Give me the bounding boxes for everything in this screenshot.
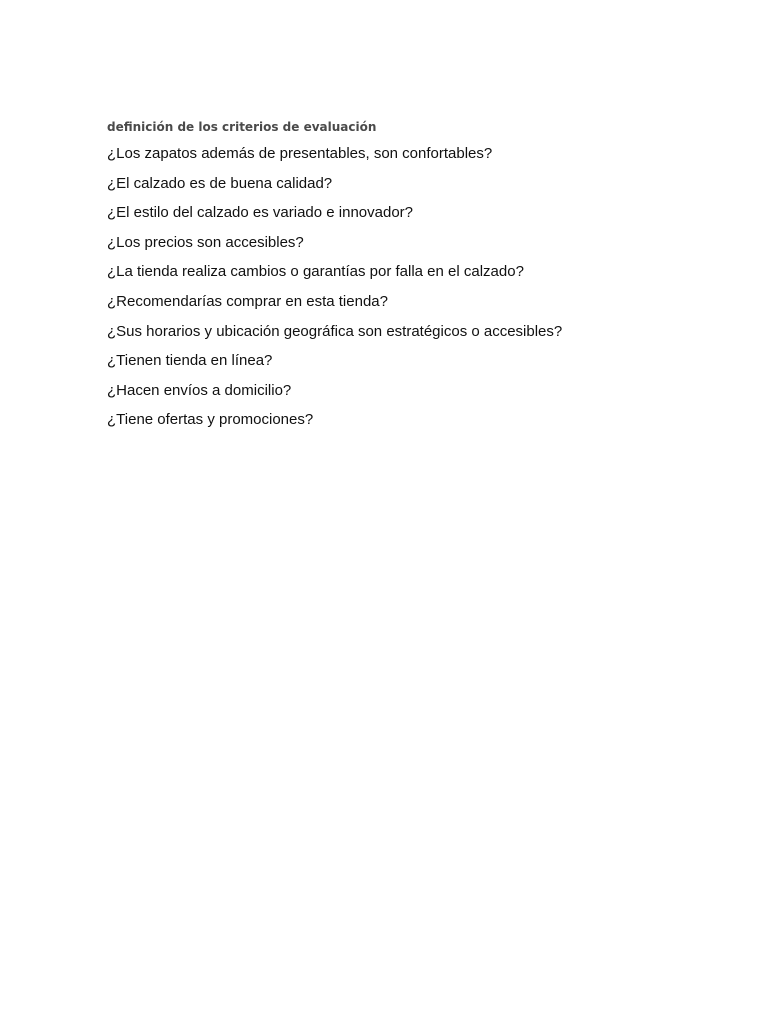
document-heading: definición de los criterios de evaluación <box>107 120 377 134</box>
question-item: ¿Hacen envíos a domicilio? <box>107 381 292 399</box>
question-item: ¿El estilo del calzado es variado e innovador? <box>107 204 414 222</box>
question-item: ¿Sus horarios y ubicación geográfica son estratégicos o accesibles? <box>107 322 563 340</box>
document-content <box>107 119 727 435</box>
question-item: ¿Recomendarías comprar en esta tienda? <box>107 292 388 310</box>
question-item: ¿Los zapatos además de presentables, son confortables? <box>107 145 493 162</box>
question-item: ¿Tienen tienda en línea? <box>107 352 273 370</box>
question-item: ¿La tienda realiza cambios o garantías por falla en el calzado? <box>107 263 524 281</box>
question-item: ¿Tiene ofertas y promociones? <box>107 411 314 429</box>
question-item: ¿Los precios son accesibles? <box>107 233 304 251</box>
question-list <box>107 139 727 435</box>
question-item: ¿El calzado es de buena calidad? <box>107 174 333 192</box>
